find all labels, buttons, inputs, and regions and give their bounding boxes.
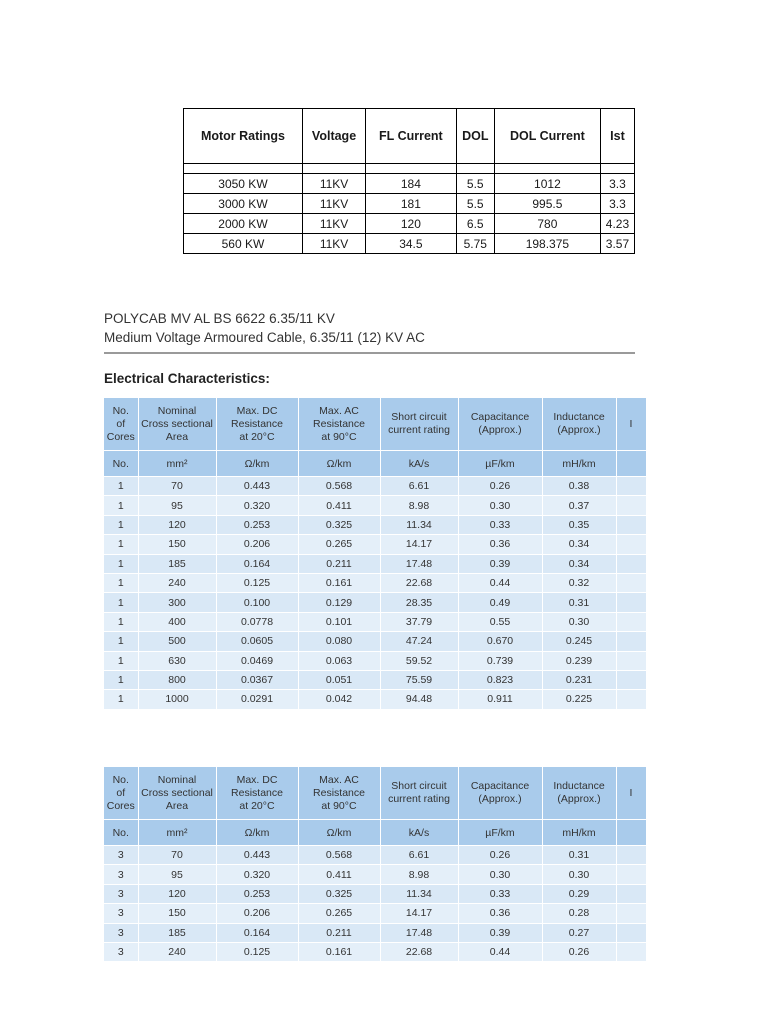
- motor-table-cell: 5.75: [456, 234, 494, 254]
- cable-title: POLYCAB MV AL BS 6622 6.35/11 KV: [104, 311, 335, 326]
- cable-data-cell: [616, 904, 646, 923]
- cable-data-cell: 0.320: [216, 496, 298, 515]
- cable-data-row: [104, 632, 646, 651]
- cable-data-row: [104, 515, 646, 534]
- motor-table-cell: 995.5: [494, 194, 600, 214]
- cable-data-cell: [616, 515, 646, 534]
- cable-data-cell: 3: [104, 923, 138, 942]
- cable-data-cell: [616, 554, 646, 573]
- cable-data-row: [104, 846, 646, 865]
- cable-data-row: [104, 884, 646, 903]
- cable-data-cell: 1: [104, 535, 138, 554]
- unit-cell: kA/s: [380, 820, 458, 846]
- unit-cell: mH/km: [542, 451, 616, 477]
- cable-data-row: [104, 865, 646, 884]
- unit-cell: No.: [104, 451, 138, 477]
- cable-data-cell: 0.411: [298, 496, 380, 515]
- cable-header-text: (Approx.): [478, 424, 522, 436]
- cable-data-cell: 59.52: [380, 651, 458, 670]
- cable-data-cell: 0.32: [542, 573, 616, 592]
- cable-data-cell: 0.080: [298, 632, 380, 651]
- cable-data-cell: 0.265: [298, 904, 380, 923]
- motor-header-fl-current: FL Current: [366, 109, 456, 164]
- cable-data-cell: 0.27: [542, 923, 616, 942]
- cable-header-text: current rating: [388, 424, 450, 436]
- cable-data-cell: 0.161: [298, 942, 380, 961]
- motor-table-cell: 3.3: [600, 194, 634, 214]
- cable-header-text: Resistance: [231, 786, 283, 799]
- electrical-characteristics-heading: Electrical Characteristics:: [104, 371, 270, 386]
- cable-data-row: [104, 942, 646, 961]
- cable-data-cell: 14.17: [380, 904, 458, 923]
- motor-table-body: [184, 164, 635, 254]
- cable-header-text: Max. DC: [236, 773, 278, 786]
- cable-data-cell: [616, 573, 646, 592]
- cable-data-cell: 630: [138, 651, 216, 670]
- cable-data-cell: 0.39: [458, 554, 542, 573]
- cable-data-cell: 0.670: [458, 632, 542, 651]
- cable-data-cell: 70: [138, 477, 216, 496]
- cable-data-cell: 0.0469: [216, 651, 298, 670]
- cable-data-row: [104, 670, 646, 689]
- cable-header-cell: [104, 767, 138, 820]
- cable-data-cell: 0.0605: [216, 632, 298, 651]
- cable-header-row: [104, 767, 646, 820]
- cable-data-row: [104, 904, 646, 923]
- cable-data-cell: 1: [104, 573, 138, 592]
- single-core-table-wrap: [104, 398, 635, 706]
- cable-data-cell: 0.063: [298, 651, 380, 670]
- title-divider: [104, 352, 635, 354]
- cable-data-cell: 0.411: [298, 865, 380, 884]
- cable-data-cell: 6.61: [380, 846, 458, 865]
- cable-data-cell: 95: [138, 865, 216, 884]
- cable-header-text: Short circuit: [391, 780, 447, 792]
- cable-data-cell: 0.28: [542, 904, 616, 923]
- spacer-cell: [494, 164, 600, 174]
- unit-cell: No.: [104, 820, 138, 846]
- cable-data-cell: 0.320: [216, 865, 298, 884]
- cable-data-cell: [616, 477, 646, 496]
- cable-data-cell: 150: [138, 535, 216, 554]
- cable-subtitle: Medium Voltage Armoured Cable, 6.35/11 (12) KV AC: [104, 330, 425, 345]
- cable-data-cell: 0.31: [542, 593, 616, 612]
- cable-data-cell: 0.265: [298, 535, 380, 554]
- cable-data-cell: 1: [104, 593, 138, 612]
- cable-data-cell: 0.37: [542, 496, 616, 515]
- cable-header-cell: [216, 398, 298, 451]
- cable-data-cell: 0.30: [542, 612, 616, 631]
- cable-header-text: of: [116, 417, 126, 430]
- cable-data-cell: 94.48: [380, 690, 458, 709]
- cable-data-cell: 95: [138, 496, 216, 515]
- cable-data-cell: 11.34: [380, 884, 458, 903]
- cable-header-cell: [138, 767, 216, 820]
- cable-data-cell: 1000: [138, 690, 216, 709]
- three-core-table-wrap: [104, 767, 635, 959]
- cable-data-cell: 47.24: [380, 632, 458, 651]
- cable-header-cell: [380, 398, 458, 451]
- cable-header-text: at 90°C: [321, 799, 357, 812]
- cable-data-cell: 3: [104, 884, 138, 903]
- cable-data-cell: 0.568: [298, 846, 380, 865]
- spacer-cell: [302, 164, 365, 174]
- cable-header-text: No.: [112, 773, 129, 786]
- unit-cell: [616, 451, 646, 477]
- cable-data-row: [104, 496, 646, 515]
- motor-table-row: [184, 214, 635, 234]
- single-core-cable-table: [104, 398, 647, 710]
- cable-header-text: (Approx.): [557, 424, 601, 436]
- cable-data-cell: 0.125: [216, 573, 298, 592]
- cable-header-text: Nominal: [157, 404, 197, 417]
- cable-data-cell: 1: [104, 477, 138, 496]
- cable-data-row: [104, 573, 646, 592]
- unit-cell: kA/s: [380, 451, 458, 477]
- cable-data-cell: 70: [138, 846, 216, 865]
- cable-data-cell: 400: [138, 612, 216, 631]
- cable-data-cell: 500: [138, 632, 216, 651]
- cable-data-cell: 17.48: [380, 923, 458, 942]
- cable-header-text: No.: [112, 404, 129, 417]
- cable-data-cell: [616, 535, 646, 554]
- cable-header-text: Area: [165, 430, 189, 443]
- cable-data-cell: 37.79: [380, 612, 458, 631]
- cable-data-cell: [616, 923, 646, 942]
- cable-data-cell: [616, 942, 646, 961]
- cable-header-cell: [138, 398, 216, 451]
- cable-data-row: [104, 690, 646, 709]
- cable-header-text: I: [629, 786, 633, 799]
- cable-data-cell: 11.34: [380, 515, 458, 534]
- cable-header-cell: [298, 767, 380, 820]
- unit-cell: mm²: [138, 820, 216, 846]
- cable-data-cell: 120: [138, 884, 216, 903]
- cable-data-cell: 22.68: [380, 573, 458, 592]
- cable-data-cell: 0.051: [298, 670, 380, 689]
- motor-table-cell: 3.57: [600, 234, 634, 254]
- cable-data-cell: 17.48: [380, 554, 458, 573]
- cable-data-cell: 0.26: [542, 942, 616, 961]
- cable-header-text: Cross sectional: [141, 786, 213, 799]
- cable-data-row: [104, 477, 646, 496]
- motor-header-dol-current: DOL Current: [494, 109, 600, 164]
- cable-data-cell: 0.100: [216, 593, 298, 612]
- cable-data-cell: [616, 651, 646, 670]
- cable-data-cell: [616, 496, 646, 515]
- cable-header-text: Area: [165, 799, 189, 812]
- motor-table-cell: 1012: [494, 174, 600, 194]
- cable-data-cell: 0.253: [216, 884, 298, 903]
- motor-table-cell: 4.23: [600, 214, 634, 234]
- motor-table-cell: 2000 KW: [184, 214, 303, 234]
- cable-data-cell: [616, 846, 646, 865]
- cable-data-cell: [616, 865, 646, 884]
- cable-data-cell: 0.568: [298, 477, 380, 496]
- cable-data-cell: 0.225: [542, 690, 616, 709]
- cable-header-text: Capacitance: [470, 780, 530, 792]
- cable-header-text: (Approx.): [557, 793, 601, 805]
- cable-data-cell: 0.239: [542, 651, 616, 670]
- cable-data-cell: 3: [104, 942, 138, 961]
- cable-data-cell: 0.325: [298, 515, 380, 534]
- cable-data-cell: 0.129: [298, 593, 380, 612]
- motor-table-cell: 11KV: [302, 234, 365, 254]
- cable-data-cell: [616, 632, 646, 651]
- cable-data-cell: 0.34: [542, 554, 616, 573]
- motor-header-ratings: Motor Ratings: [184, 109, 303, 164]
- cable-data-cell: 800: [138, 670, 216, 689]
- cable-data-cell: 0.443: [216, 477, 298, 496]
- cable-data-cell: 0.211: [298, 923, 380, 942]
- cable-data-cell: 0.823: [458, 670, 542, 689]
- cable-data-cell: 1: [104, 690, 138, 709]
- cable-data-cell: 6.61: [380, 477, 458, 496]
- unit-cell: µF/km: [458, 451, 542, 477]
- cable-header-text: Inductance: [553, 780, 605, 792]
- cable-data-row: [104, 554, 646, 573]
- cable-data-cell: 0.49: [458, 593, 542, 612]
- cable-header-text: Cores: [106, 430, 135, 443]
- motor-table-row: [184, 174, 635, 194]
- cable-data-cell: 0.101: [298, 612, 380, 631]
- cable-header-cell: [542, 398, 616, 451]
- cable-data-cell: 0.33: [458, 884, 542, 903]
- cable-data-cell: 0.164: [216, 554, 298, 573]
- motor-table-cell: 120: [366, 214, 456, 234]
- motor-table-cell: 198.375: [494, 234, 600, 254]
- cable-data-cell: 0.231: [542, 670, 616, 689]
- cable-data-cell: 240: [138, 573, 216, 592]
- cable-data-cell: 22.68: [380, 942, 458, 961]
- cable-data-cell: 185: [138, 554, 216, 573]
- unit-cell: µF/km: [458, 820, 542, 846]
- cable-data-cell: 0.36: [458, 535, 542, 554]
- cable-data-cell: 0.0367: [216, 670, 298, 689]
- motor-table-cell: 11KV: [302, 214, 365, 234]
- spacer-cell: [600, 164, 634, 174]
- cable-data-cell: 0.0778: [216, 612, 298, 631]
- motor-table-header-row: [184, 109, 635, 164]
- motor-table-cell: 184: [366, 174, 456, 194]
- cable-data-cell: 3: [104, 846, 138, 865]
- cable-header-cell: [104, 398, 138, 451]
- cable-data-cell: 0.206: [216, 535, 298, 554]
- cable-data-cell: 150: [138, 904, 216, 923]
- unit-cell: Ω/km: [298, 820, 380, 846]
- motor-header-voltage: Voltage: [302, 109, 365, 164]
- motor-table-row: [184, 234, 635, 254]
- cable-data-cell: 0.30: [458, 496, 542, 515]
- cable-data-cell: 0.44: [458, 573, 542, 592]
- cable-data-cell: 0.206: [216, 904, 298, 923]
- cable-header-cell: [458, 767, 542, 820]
- motor-table-spacer: [184, 164, 635, 174]
- cable-header-text: Max. AC: [319, 404, 359, 417]
- cable-data-row: [104, 535, 646, 554]
- cable-header-text: at 20°C: [239, 799, 275, 812]
- motor-table-cell: 34.5: [366, 234, 456, 254]
- cable-data-cell: 0.30: [458, 865, 542, 884]
- cable-data-cell: 0.211: [298, 554, 380, 573]
- cable-data-cell: 240: [138, 942, 216, 961]
- unit-cell: [616, 820, 646, 846]
- motor-table-cell: 3050 KW: [184, 174, 303, 194]
- cable-header-cell: [616, 398, 646, 451]
- motor-header-ist: Ist: [600, 109, 634, 164]
- spacer-cell: [366, 164, 456, 174]
- cable-data-cell: [616, 884, 646, 903]
- cable-header-text: Max. AC: [319, 773, 359, 786]
- unit-cell: mH/km: [542, 820, 616, 846]
- motor-table-cell: 3.3: [600, 174, 634, 194]
- cable-data-cell: 0.739: [458, 651, 542, 670]
- motor-table-cell: 11KV: [302, 174, 365, 194]
- cable-header-text: Inductance: [553, 411, 605, 423]
- cable-data-cell: 0.911: [458, 690, 542, 709]
- motor-table-cell: 780: [494, 214, 600, 234]
- cable-units-row: [104, 820, 646, 846]
- cable-data-cell: [616, 670, 646, 689]
- unit-cell: Ω/km: [298, 451, 380, 477]
- cable-data-cell: 0.55: [458, 612, 542, 631]
- cable-header-text: Capacitance: [470, 411, 530, 423]
- spacer-cell: [184, 164, 303, 174]
- cable-data-cell: 1: [104, 554, 138, 573]
- cable-data-cell: 120: [138, 515, 216, 534]
- cable-header-row: [104, 398, 646, 451]
- cable-header-text: Cross sectional: [141, 417, 213, 430]
- cable-data-cell: [616, 612, 646, 631]
- motor-table-cell: 5.5: [456, 194, 494, 214]
- cable-data-cell: 0.44: [458, 942, 542, 961]
- cable-header-text: at 90°C: [321, 430, 357, 443]
- motor-table-cell: 11KV: [302, 194, 365, 214]
- cable-data-cell: 3: [104, 904, 138, 923]
- cable-data-cell: 0.38: [542, 477, 616, 496]
- cable-header-text: Resistance: [313, 417, 365, 430]
- cable-data-cell: 1: [104, 651, 138, 670]
- cable-data-cell: 0.125: [216, 942, 298, 961]
- cable-header-text: at 20°C: [239, 430, 275, 443]
- cable-data-cell: 8.98: [380, 496, 458, 515]
- cable-header-cell: [616, 767, 646, 820]
- cable-header-cell: [298, 398, 380, 451]
- motor-table-cell: 5.5: [456, 174, 494, 194]
- unit-cell: Ω/km: [216, 820, 298, 846]
- cable-data-cell: 8.98: [380, 865, 458, 884]
- motor-header-dol: DOL: [456, 109, 494, 164]
- motor-table-row: [184, 194, 635, 214]
- cable-data-cell: 0.26: [458, 846, 542, 865]
- spacer-cell: [456, 164, 494, 174]
- cable-header-cell: [458, 398, 542, 451]
- cable-data-cell: 1: [104, 515, 138, 534]
- cable-data-cell: 14.17: [380, 535, 458, 554]
- cable-data-cell: 0.161: [298, 573, 380, 592]
- motor-table-cell: 560 KW: [184, 234, 303, 254]
- cable-data-cell: 75.59: [380, 670, 458, 689]
- cable-data-row: [104, 651, 646, 670]
- cable-data-cell: 300: [138, 593, 216, 612]
- cable-data-cell: 0.253: [216, 515, 298, 534]
- motor-table-cell: 181: [366, 194, 456, 214]
- cable-units-row: [104, 451, 646, 477]
- cable-data-cell: 0.325: [298, 884, 380, 903]
- cable-data-cell: 0.30: [542, 865, 616, 884]
- unit-cell: Ω/km: [216, 451, 298, 477]
- three-core-cable-table: [104, 767, 647, 962]
- cable-data-row: [104, 923, 646, 942]
- motor-table-cell: 3000 KW: [184, 194, 303, 214]
- cable-header-text: I: [629, 417, 633, 430]
- cable-data-cell: [616, 593, 646, 612]
- cable-data-cell: 1: [104, 496, 138, 515]
- cable-data-cell: 0.443: [216, 846, 298, 865]
- cable-data-cell: 0.164: [216, 923, 298, 942]
- cable-header-text: (Approx.): [478, 793, 522, 805]
- cable-header-text: current rating: [388, 793, 450, 805]
- unit-cell: mm²: [138, 451, 216, 477]
- cable-data-cell: 185: [138, 923, 216, 942]
- cable-data-row: [104, 612, 646, 631]
- cable-data-cell: 1: [104, 612, 138, 631]
- cable-header-text: Short circuit: [391, 411, 447, 423]
- cable-header-text: Nominal: [157, 773, 197, 786]
- cable-data-cell: 28.35: [380, 593, 458, 612]
- cable-header-cell: [380, 767, 458, 820]
- cable-data-cell: 0.34: [542, 535, 616, 554]
- cable-data-cell: 1: [104, 632, 138, 651]
- cable-data-cell: 3: [104, 865, 138, 884]
- motor-ratings-table: [183, 108, 635, 254]
- cable-data-cell: 0.36: [458, 904, 542, 923]
- cable-data-cell: 0.35: [542, 515, 616, 534]
- cable-data-cell: 0.29: [542, 884, 616, 903]
- cable-data-cell: [616, 690, 646, 709]
- cable-header-text: Cores: [106, 799, 135, 812]
- cable-header-text: Resistance: [313, 786, 365, 799]
- cable-data-cell: 0.042: [298, 690, 380, 709]
- cable-header-text: Max. DC: [236, 404, 278, 417]
- cable-data-cell: 0.39: [458, 923, 542, 942]
- cable-data-cell: 0.31: [542, 846, 616, 865]
- cable-data-cell: 0.33: [458, 515, 542, 534]
- cable-data-cell: 0.26: [458, 477, 542, 496]
- cable-data-cell: 1: [104, 670, 138, 689]
- cable-header-text: of: [116, 786, 126, 799]
- cable-header-text: Resistance: [231, 417, 283, 430]
- cable-data-row: [104, 593, 646, 612]
- cable-header-cell: [542, 767, 616, 820]
- cable-data-cell: 0.245: [542, 632, 616, 651]
- motor-table-cell: 6.5: [456, 214, 494, 234]
- cable-header-cell: [216, 767, 298, 820]
- cable-data-cell: 0.0291: [216, 690, 298, 709]
